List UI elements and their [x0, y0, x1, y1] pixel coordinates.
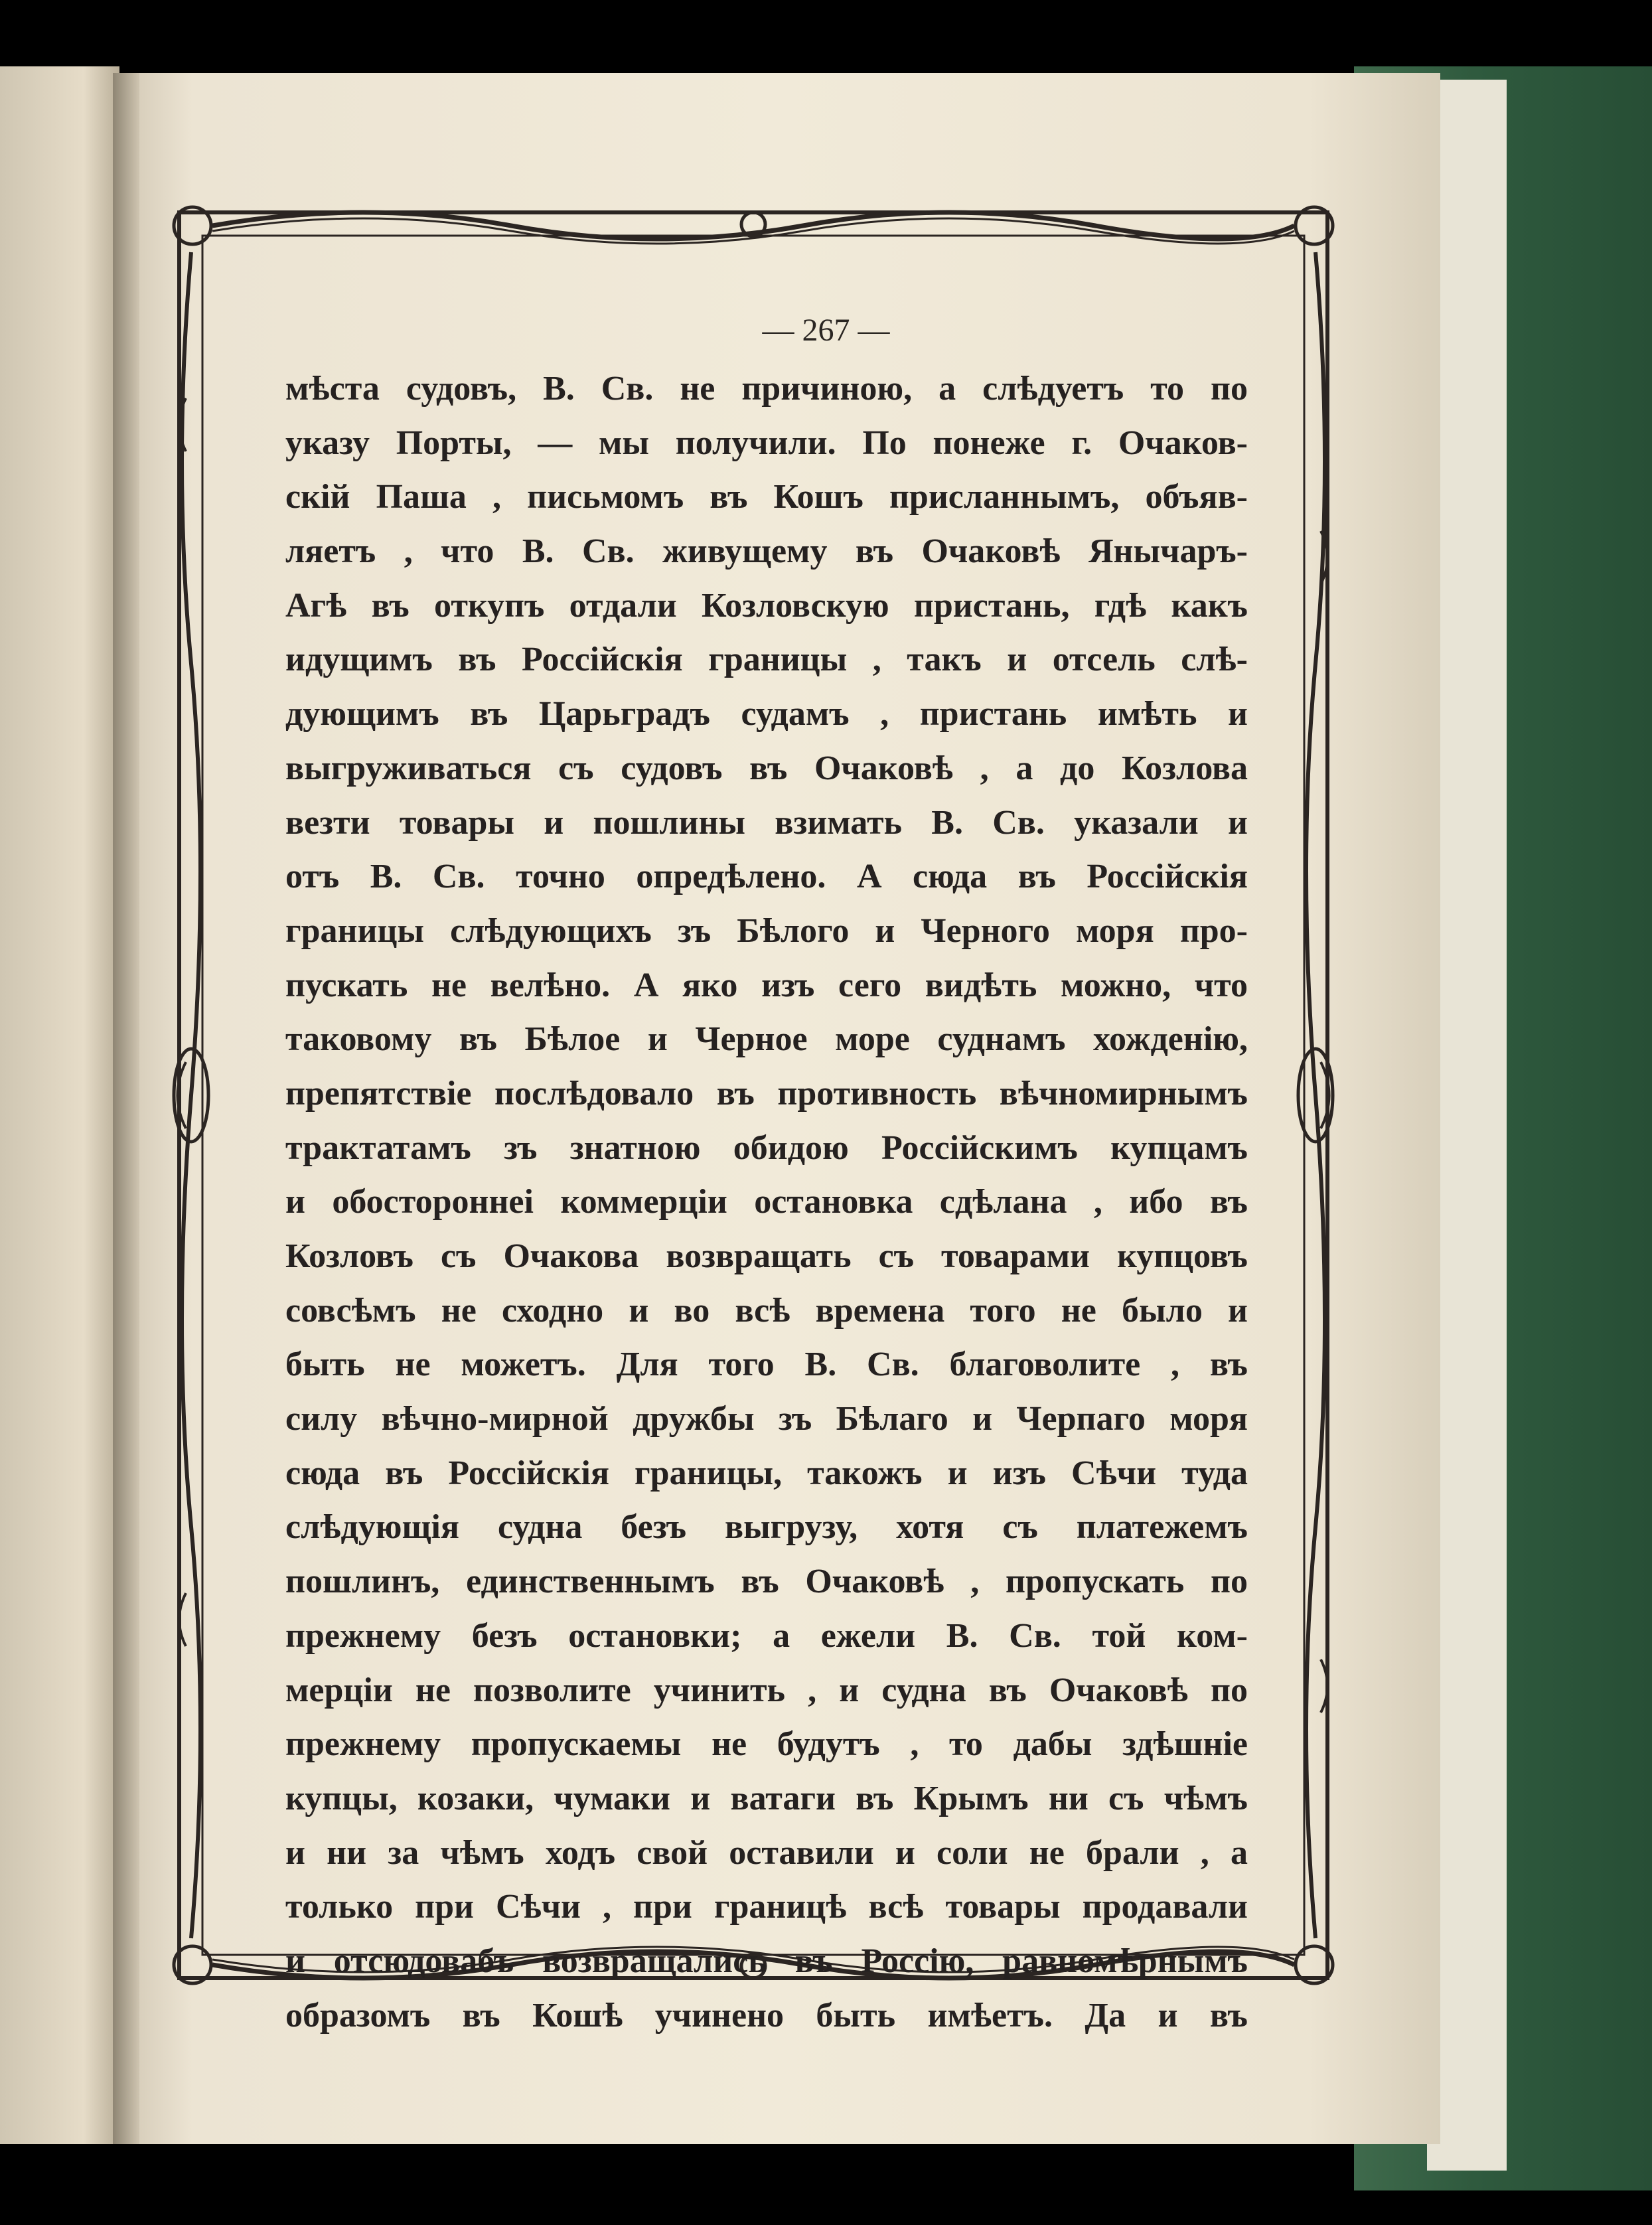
text-line: трактатамъ зъ знатною обидою Россійскимъ купцамъ	[285, 1128, 1248, 1167]
text-line: идущимъ въ Россійскія границы , такъ и отсель слѣ-	[285, 641, 1248, 679]
text-line: прежнему безъ остановки; а ежели В. Св. той ком-	[285, 1616, 1248, 1655]
text-line: дующимъ въ Царьградъ судамъ , пристань имѣть и	[285, 695, 1248, 733]
text-line: только при Сѣчи , при границѣ всѣ товары продавали	[285, 1888, 1248, 1926]
text-line: совсѣмъ не сходно и во всѣ времена того не было и	[285, 1291, 1248, 1330]
left-page-fragment	[0, 66, 119, 2144]
text-line: везти товары и пошлины взимать В. Св. указали и	[285, 803, 1248, 842]
text-line: силу вѣчно-мирной дружбы зъ Бѣлаго и Черпаго моря	[285, 1400, 1248, 1438]
text-line: Козловъ съ Очакова возвращать съ товарами купцовъ	[285, 1237, 1248, 1275]
page-number: — 267 —	[762, 313, 890, 348]
text-line: купцы, козаки, чумаки и ватаги въ Крымъ ни съ чѣмъ	[285, 1779, 1248, 1817]
text-line: отъ В. Св. точно опредѣлено. А сюда въ Россійскія	[285, 858, 1248, 896]
text-line: слѣдующія судна безъ выгрузу, хотя съ платежемъ	[285, 1508, 1248, 1547]
text-line: препятствіе послѣдовало въ противность вѣчномирнымъ	[285, 1074, 1248, 1112]
text-line: пошлинъ, единственнымъ въ Очаковѣ , пропускать по	[285, 1563, 1248, 1601]
text-block	[285, 362, 1248, 2042]
text-line: скій Паша , письмомъ въ Кошъ присланнымъ, объяв-	[285, 478, 1248, 516]
text-line: мѣста судовъ, В. Св. не причиною, а слѣдуетъ то по	[285, 370, 1248, 408]
text-line: Агѣ въ откупъ отдали Козловскую пристань, гдѣ какъ	[285, 586, 1248, 625]
text-line: образомъ въ Кошѣ учинено быть имѣетъ. Да и въ	[285, 1996, 1248, 2034]
text-line: сюда въ Россійскія границы, такожъ и изъ Сѣчи туда	[285, 1454, 1248, 1492]
text-line: и обостороннеі коммерціи остановка сдѣлана , ибо въ	[285, 1183, 1248, 1221]
text-line: пускать не велѣно. А яко изъ сего видѣть можно, что	[285, 966, 1248, 1004]
text-line: быть не можетъ. Для того В. Св. благоволите , въ	[285, 1345, 1248, 1384]
text-line: и отсюдовабъ возвращались въ Россію, равномѣрнымъ	[285, 1942, 1248, 1980]
text-line: таковому въ Бѣлое и Черное море суднамъ хожденію,	[285, 1020, 1248, 1059]
book-gutter	[113, 73, 139, 2144]
text-line: ляетъ , что В. Св. живущему въ Очаковѣ Янычаръ-	[285, 532, 1248, 571]
text-line: мерціи не позволите учинить , и судна въ Очаковѣ по	[285, 1671, 1248, 1709]
text-line: указу Порты, — мы получили. По понеже г. Очаков-	[285, 423, 1248, 462]
text-line: выгруживаться съ судовъ въ Очаковѣ , а до Козлова	[285, 749, 1248, 787]
text-line: прежнему пропускаемы не будутъ , то дабы здѣшніе	[285, 1725, 1248, 1764]
text-line: и ни за чѣмъ ходъ свой оставили и соли не брали , а	[285, 1833, 1248, 1872]
text-line: границы слѣдующихъ зъ Бѣлого и Черного моря про-	[285, 911, 1248, 950]
